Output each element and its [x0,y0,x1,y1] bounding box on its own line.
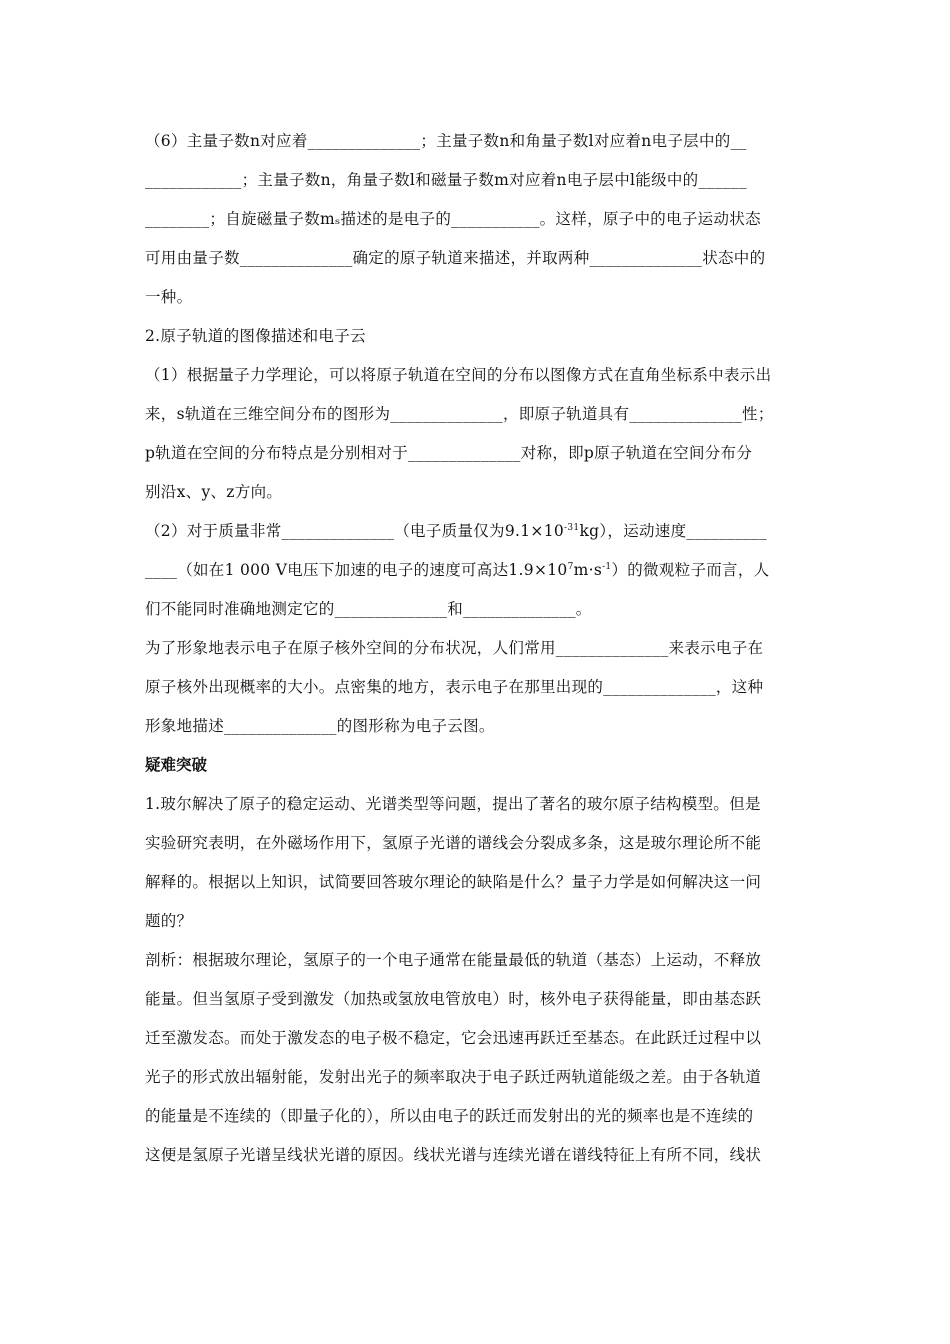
text-line: 迁至激发态。而处于激发态的电子极不稳定，它会迅速再跃迁至基态。在此跃迁过程中以 [145,1029,762,1047]
text-line: 题的？ [145,912,193,930]
section-title: 2.原子轨道的图像描述和电子云 [145,327,366,345]
text-line: ____________；主量子数n，角量子数l和磁量子数m对应着n电子层中l能级中的______ [145,171,747,189]
text-fragment [145,512,767,551]
text-run: ）的微观粒子而言，人 [611,561,770,579]
section-heading: 疑难突破 [145,756,208,774]
text-line: 为了形象地表示电子在原子核外空间的分布状况，人们常用______________来表示电子在 [145,639,764,657]
text-line: 1.玻尔解决了原子的稳定运动、光谱类型等问题，提出了著名的玻尔原子结构模型。但是 [145,795,761,813]
text-line: 来，s轨道在三维空间分布的图形为______________，即原子轨道具有______________性； [145,405,774,423]
text-line: （1）根据量子力学理论，可以将原子轨道在空间的分布以图像方式在直角坐标系中表示出 [145,366,772,384]
text-line: 可用由量子数______________确定的原子轨道来描述，并取两种______________状态中的 [145,249,766,267]
text-line: 原子核外出现概率的大小。点密集的地方，表示电子在那里出现的______________，这种 [145,678,764,696]
text-run: kg），运动速度__________ [579,522,767,540]
document-page [145,122,810,1175]
text-fragment [145,551,769,590]
text-line: 解释的。根据以上知识，试简要回答玻尔理论的缺陷是什么？量子力学是如何解决这一问 [145,873,762,891]
exponent: 7 [567,562,574,572]
text-line: ________；自旋磁量子数mₛ描述的是电子的___________。这样，原子中的电子运动状态 [145,210,761,228]
text-run: m·s [573,561,603,579]
text-line: 能量。但当氢原子受到激发（加热或氢放电管放电）时，核外电子获得能量，即由基态跃 [145,990,762,1008]
text-line: 别沿x、y、z方向。 [145,483,283,501]
exponent: -1 [602,562,612,572]
text-run: （2）对于质量非常______________（电子质量仅为9.1×10 [145,522,565,540]
text-line: 一种。 [145,288,193,306]
text-line: p轨道在空间的分布特点是分别相对于______________对称，即p原子轨道在空间分布分 [145,444,753,462]
text-line [145,551,810,590]
text-line: 实验研究表明，在外磁场作用下，氢原子光谱的谱线会分裂成多条，这是玻尔理论所不能 [145,834,762,852]
text-line: 们不能同时准确地测定它的______________和______________。 [145,600,592,618]
text-line: 光子的形式放出辐射能，发射出光子的频率取决于电子跃迁两轨道能级之差。由于各轨道 [145,1068,762,1086]
text-line: （6）主量子数n对应着______________；主量子数n和角量子数l对应着n电子层中的__ [145,132,747,150]
text-line: 形象地描述______________的图形称为电子云图。 [145,717,495,735]
text-line: 的能量是不连续的（即量子化的），所以由电子的跃迁而发射出的光的频率也是不连续的 [145,1107,754,1125]
text-line: 剖析：根据玻尔理论，氢原子的一个电子通常在能量最低的轨道（基态）上运动，不释放 [145,951,762,969]
text-line: 这便是氢原子光谱呈线状光谱的原因。线状光谱与连续光谱在谱线特征上有所不同，线状 [145,1146,762,1164]
text-line [145,512,810,551]
text-run: ____（如在1 000 V电压下加速的电子的速度可高达1.9×10 [145,561,568,579]
exponent: -31 [564,523,580,533]
